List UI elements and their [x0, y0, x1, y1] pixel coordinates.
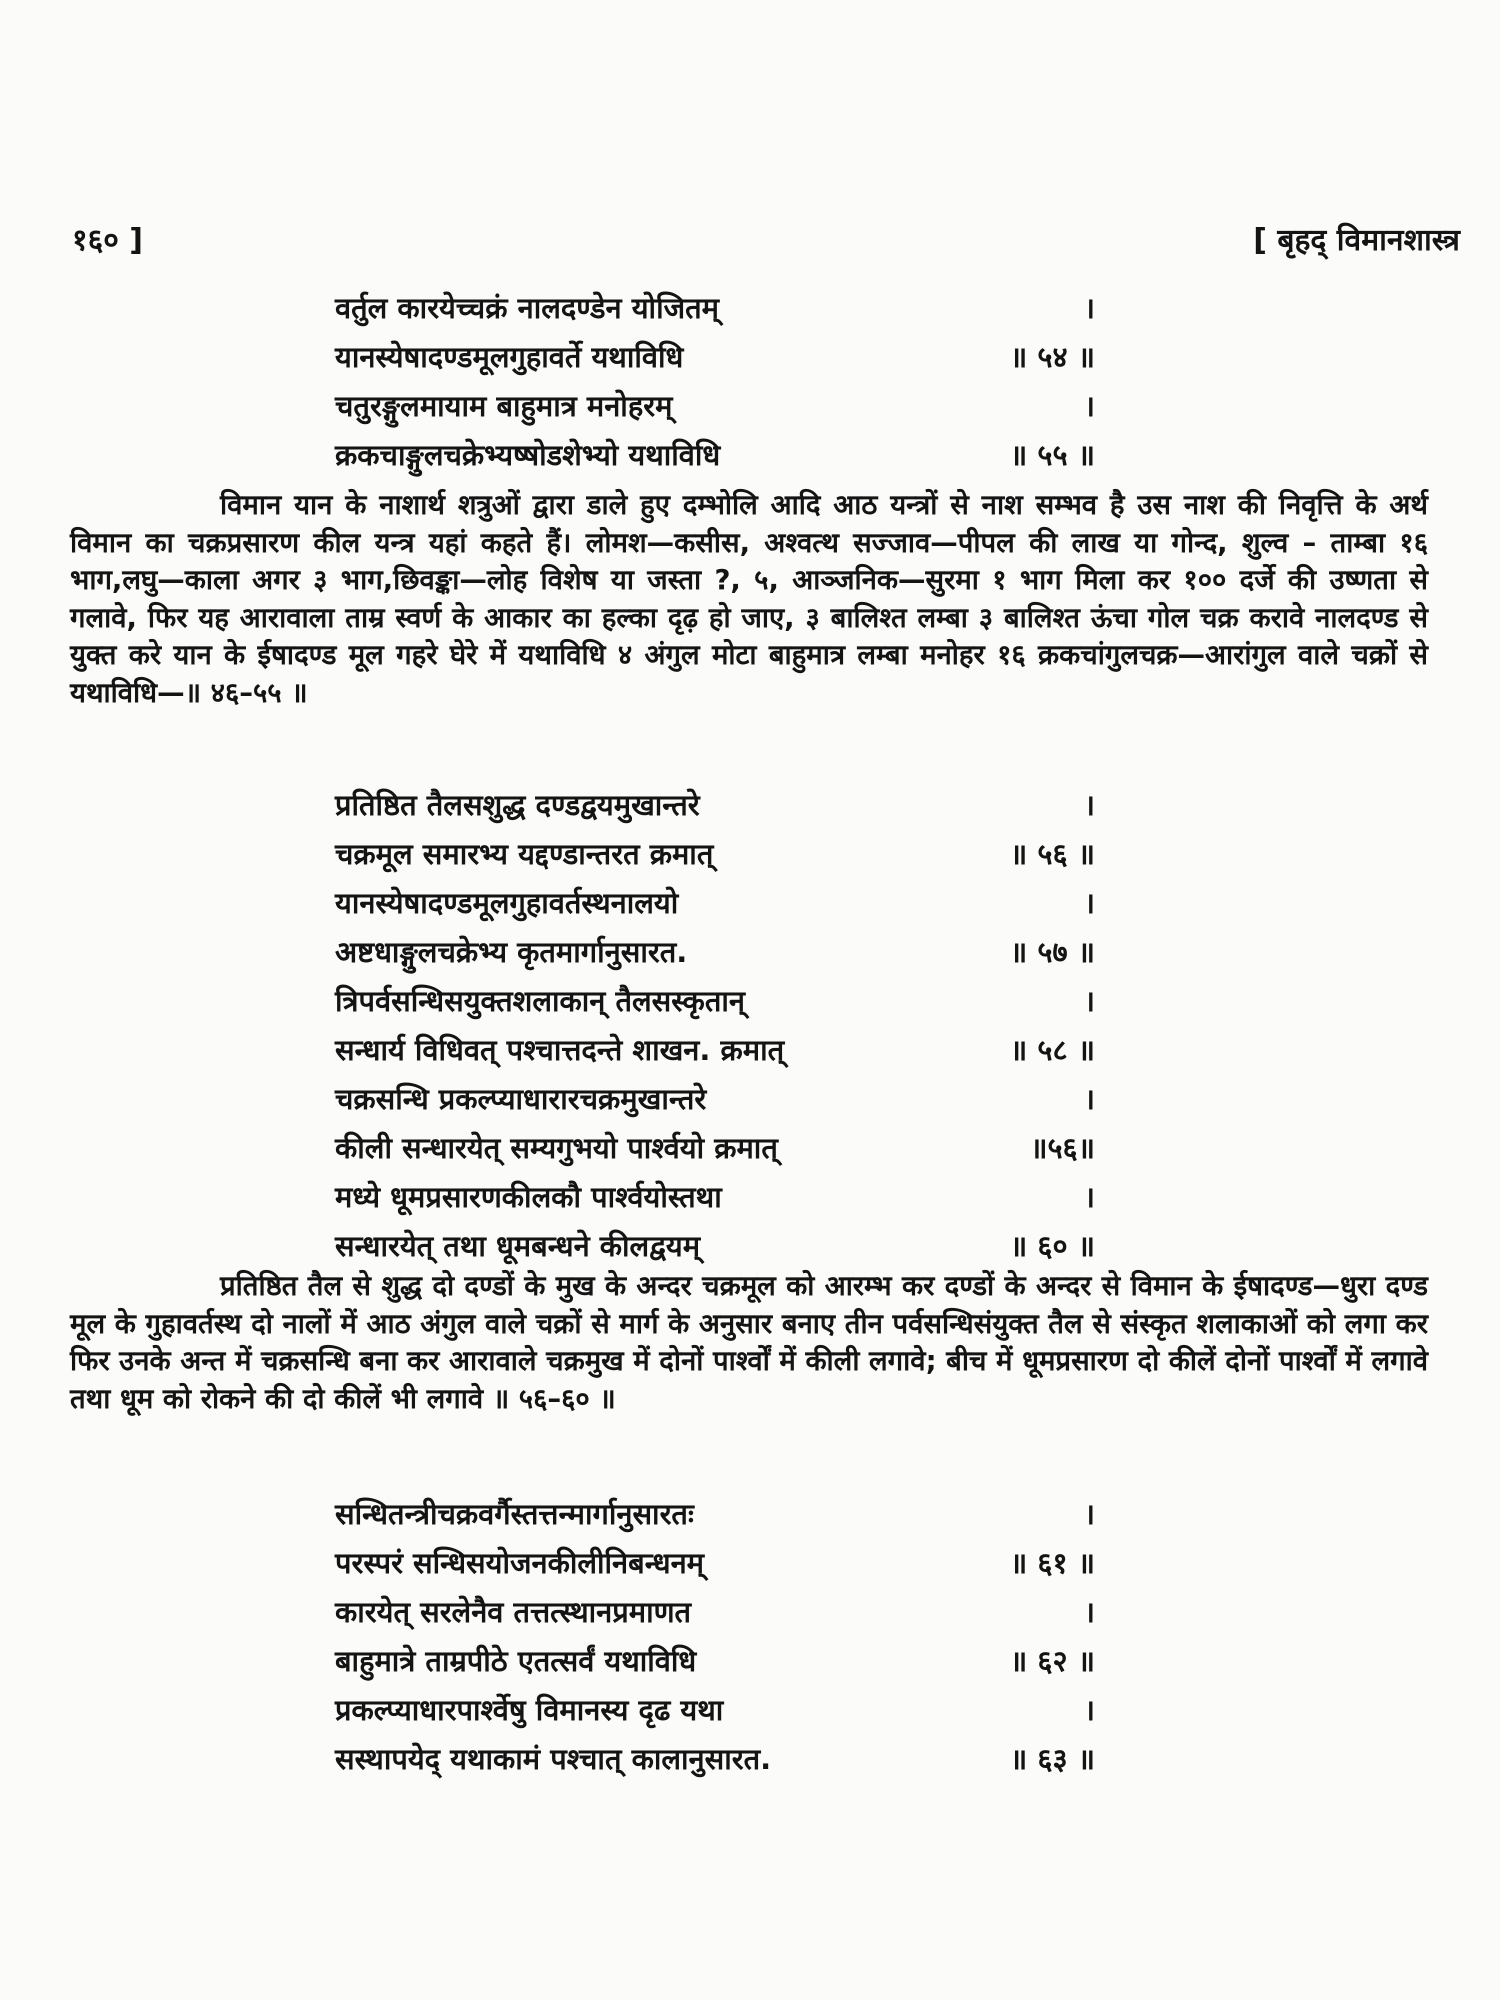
- verse-number: ॥५६॥: [1030, 1131, 1095, 1165]
- verse-number: ।: [1084, 1693, 1095, 1727]
- verse-number: ॥ ५७ ॥: [1009, 935, 1095, 969]
- verse-line: [335, 1543, 1095, 1592]
- verse-text: चक्रमूल समारभ्य यद्दण्डान्तरत क्रमात्: [335, 837, 714, 871]
- verse-text: चतुरङ्गुलमायाम बाहुमात्र मनोहरम्: [335, 389, 673, 423]
- running-title: [ बृहद् विमानशास्त्र: [1253, 223, 1460, 258]
- verse-line: [335, 386, 1095, 435]
- verse-line: [335, 932, 1095, 981]
- verse-text: सन्धार्य विधिवत् पश्चात्तदन्ते शाखन. क्रमात्: [335, 1033, 785, 1067]
- verse-line: [335, 1641, 1095, 1690]
- verse-text: चक्रसन्धि प्रकल्प्याधारारचक्रमुखान्तरे: [335, 1082, 707, 1116]
- verse-text: क्रकचाङ्गुलचक्रेभ्यष्षोडशेभ्यो यथाविधि: [335, 438, 721, 472]
- verse-number: ।: [1084, 1082, 1095, 1116]
- verse-block-56-60: [335, 785, 1095, 1275]
- verse-number: ।: [1084, 389, 1095, 423]
- verse-line: [335, 1079, 1095, 1128]
- verse-text: यानस्येषादण्डमूलगुहावर्ते यथाविधि: [335, 340, 684, 374]
- verse-number: ।: [1084, 1595, 1095, 1629]
- verse-line: [335, 1030, 1095, 1079]
- verse-line: [335, 981, 1095, 1030]
- verse-text: त्रिपर्वसन्धिसयुक्तशलाकान् तैलसस्कृतान्: [335, 984, 745, 1018]
- verse-number: ॥ ५५ ॥: [1009, 438, 1095, 472]
- verse-number: ॥ ६१ ॥: [1009, 1546, 1095, 1580]
- verse-text: प्रतिष्ठित तैलसशुद्ध दण्डद्वयमुखान्तरे: [335, 788, 700, 822]
- verse-number: ॥ ६३ ॥: [1009, 1742, 1095, 1776]
- verse-block-54-55: [335, 288, 1095, 484]
- verse-block-61-63: [335, 1494, 1095, 1788]
- verse-number: ॥ ५४ ॥: [1009, 340, 1095, 374]
- verse-number: ॥ ५६ ॥: [1009, 837, 1095, 871]
- verse-line: [335, 337, 1095, 386]
- commentary-paragraph-2: [70, 1268, 1428, 1418]
- verse-text: सन्धितन्त्रीचक्रवर्गैस्तत्तन्मार्गानुसारतः: [335, 1497, 694, 1531]
- verse-text: वर्तुल कारयेच्चक्रं नालदण्डेन योजितम्: [335, 291, 719, 325]
- verse-line: [335, 1739, 1095, 1788]
- page-header: [72, 218, 1460, 268]
- verse-number: ॥ ५८ ॥: [1009, 1033, 1095, 1067]
- verse-number: ।: [1084, 1497, 1095, 1531]
- verse-text: प्रकल्प्याधारपार्श्वेषु विमानस्य दृढ यथा: [335, 1693, 724, 1727]
- verse-line: [335, 1128, 1095, 1177]
- verse-line: [335, 1177, 1095, 1226]
- verse-text: अष्टधाङ्गुलचक्रेभ्य कृतमार्गानुसारत.: [335, 935, 688, 969]
- verse-number: ।: [1084, 788, 1095, 822]
- verse-line: [335, 1494, 1095, 1543]
- verse-line: [335, 435, 1095, 484]
- verse-text: मध्ये धूमप्रसारणकीलकौ पार्श्वयोस्तथा: [335, 1180, 722, 1214]
- verse-number: ॥ ६० ॥: [1009, 1229, 1095, 1263]
- commentary-text: प्रतिष्ठित तैल से शुद्ध दो दण्डों के मुख के अन्दर चक्रमूल को आरम्भ कर दण्डों के अन्दर से विमान के ईषादण्ड—धुरा दण्ड मूल के गुहावर्तस्थ दो नालों में आठ अंगुल वाले चक्रों से मार्ग के अनुसार बनाए तीन पर्वसन्धिसंयुक्त तैल से संस्कृत शलाकाओं को लगा कर फिर उनके अन्त में चक्रसन्धि बना कर आरावाले चक्रमुख में दोनों पार्श्वों में कीली लगावे; बीच में धूमप्रसारण दो कीलें दोनों पार्श्वों में लगावे तथा धूम को रोकने की दो कीलें भी लगावे ॥ ५६–६० ॥: [70, 1270, 1428, 1415]
- verse-line: [335, 834, 1095, 883]
- verse-number: ।: [1084, 291, 1095, 325]
- verse-text: सन्धारयेत् तथा धूमबन्धने कीलद्वयम्: [335, 1229, 701, 1263]
- verse-number: ॥ ६२ ॥: [1009, 1644, 1095, 1678]
- verse-line: [335, 883, 1095, 932]
- verse-number: ।: [1084, 1180, 1095, 1214]
- verse-text: सस्थापयेद् यथाकामं पश्चात् कालानुसारत.: [335, 1742, 772, 1776]
- verse-text: यानस्येषादण्डमूलगुहावर्तस्थनालयो: [335, 886, 679, 920]
- verse-number: ।: [1084, 984, 1095, 1018]
- verse-line: [335, 288, 1095, 337]
- verse-line: [335, 1690, 1095, 1739]
- commentary-paragraph-1: [70, 487, 1428, 712]
- verse-text: कारयेत् सरलेनैव तत्तत्स्थानप्रमाणत: [335, 1595, 692, 1629]
- verse-text: कीली सन्धारयेत् सम्यगुभयो पार्श्वयो क्रमात्: [335, 1131, 778, 1165]
- commentary-text: विमान यान के नाशार्थ शत्रुओं द्वारा डाले हुए दम्भोलि आदि आठ यन्त्रों से नाश सम्भव है उस नाश की निवृत्ति के अर्थ विमान का चक्रप्रसारण कील यन्त्र यहां कहते हैं। लोमश—कसीस, अश्वत्थ सज्जाव—पीपल की लाख या गोन्द, शुल्व – ताम्बा १६ भाग,लघु—काला अगर ३ भाग,छिवङ्का—लोह विशेष या जस्ता ?, ५, आञ्जनिक—सुरमा १ भाग मिला कर १०० दर्जे की उष्णता से गलावे, फिर यह आरावाला ताम्र स्वर्ण के आकार का हल्का दृढ़ हो जाए, ३ बालिश्त लम्बा ३ बालिश्त ऊंचा गोल चक्र करावे नालदण्ड से युक्त करे यान के ईषादण्ड मूल गहरे घेरे में यथाविधि ४ अंगुल मोटा बाहुमात्र लम्बा मनोहर १६ क्रकचांगुलचक्र—आरांगुल वाले चक्रों से यथाविधि—॥ ४६–५५ ॥: [70, 489, 1428, 709]
- verse-number: ।: [1084, 886, 1095, 920]
- verse-text: बाहुमात्रे ताम्रपीठे एतत्सर्वं यथाविधि: [335, 1644, 697, 1678]
- verse-text: परस्परं सन्धिसयोजनकीलीनिबन्धनम्: [335, 1546, 705, 1580]
- verse-line: [335, 785, 1095, 834]
- verse-line: [335, 1592, 1095, 1641]
- page-number: १६० ]: [72, 223, 143, 258]
